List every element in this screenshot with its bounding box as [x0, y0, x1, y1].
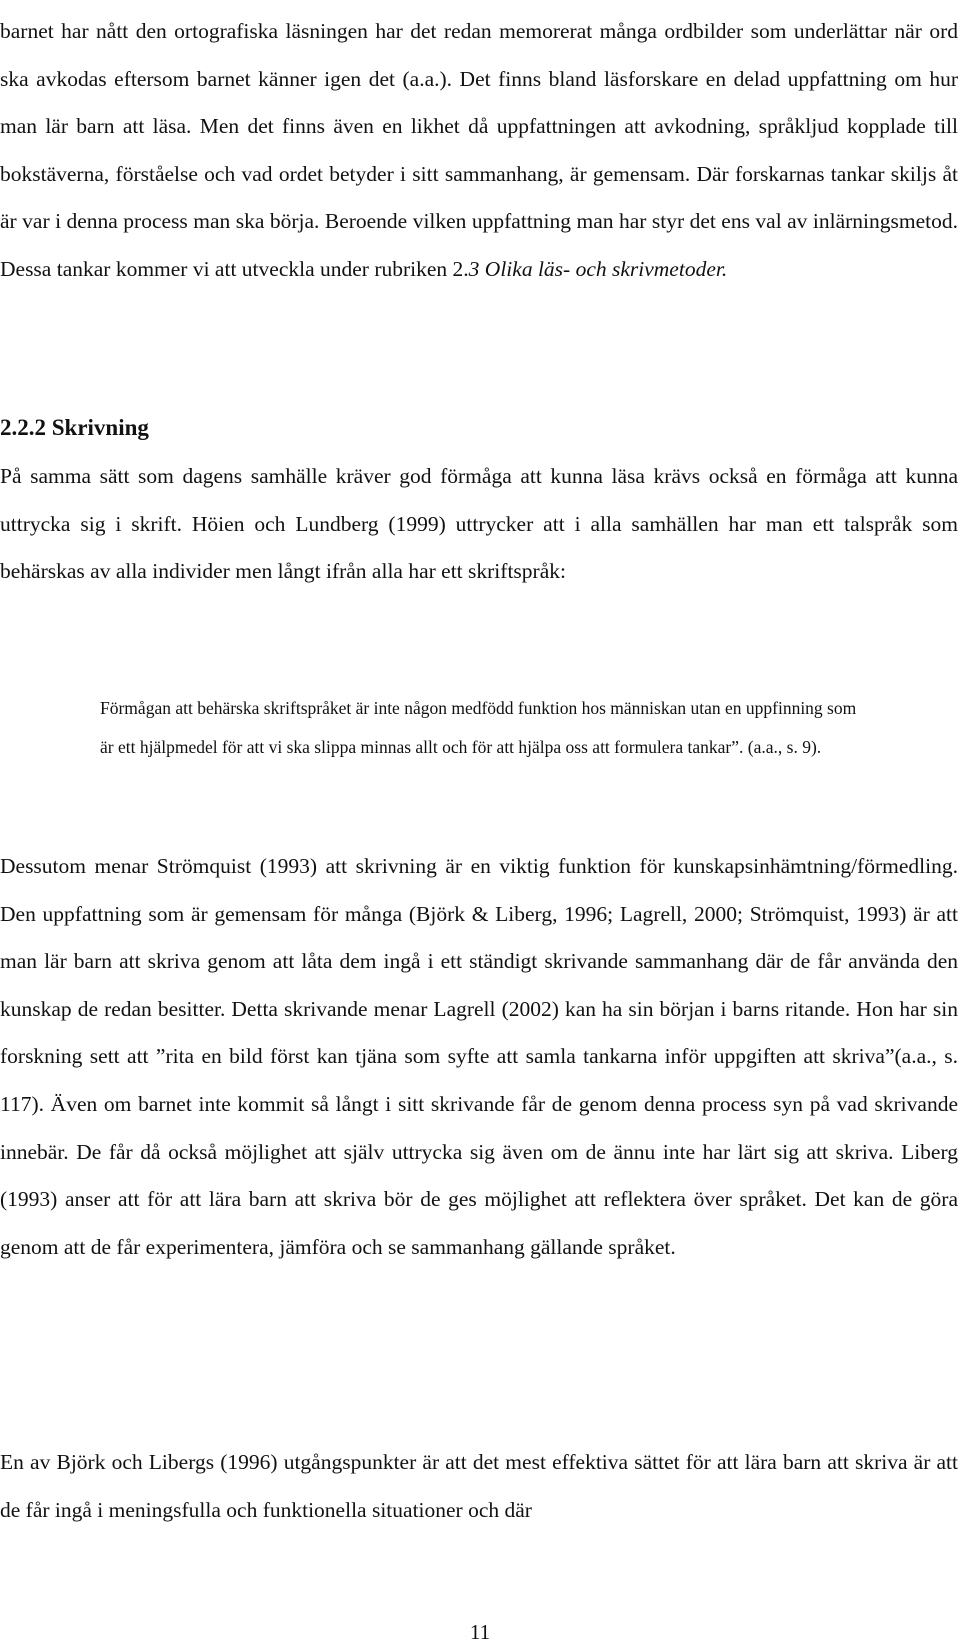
paragraph-text: barnet har nått den ortografiska läsningen har det redan memorerat många ordbilder som underlättar när ord ska avkodas eftersom barnet känner igen det (a.a.). Det finns bland läsforskare en delad uppfattning om hur man lär barn att läsa. Men det finns även en likhet då uppfattningen att avkodning, språkljud kopplade till bokstäverna, förståelse och vad ordet betyder i sitt sammanhang, är gemensam. Där forskarnas tankar skiljs åt är var i denna process man ska börja. Beroende vilken uppfattning man har styr det ens val av inlärningsmetod. Dessa tankar kommer vi att utveckla under rubriken 2. — [0, 19, 958, 281]
section-heading: 2.2.2 Skrivning — [0, 415, 149, 440]
paragraph-reading-methods — [0, 8, 958, 294]
page-number: 11 — [469, 1620, 491, 1644]
paragraph-writing-situations: En av Björk och Libergs (1996) utgångspunkter är att det mest effektiva sättet för att lära barn att skriva är att de får ingå i meningsfulla och funktionella situationer och där — [0, 1450, 958, 1522]
block-quote: Förmågan att behärska skriftspråket är inte någon medfödd funktion hos människan utan en uppfinning som är ett hjälpmedel för att vi ska slippa minnas allt och för att hjälpa oss att formulera tankar”. (a.a., s. 9). — [100, 698, 857, 757]
italic-section-reference: 3 Olika läs- och skrivmetoder. — [468, 256, 728, 281]
paragraph-writing-research: Dessutom menar Strömquist (1993) att skrivning är en viktig funktion för kunskapsinhämtning/förmedling. Den uppfattning som är gemensam för många (Björk & Liberg, 1996; Lagrell, 2000; Strömquist, 1993) är att man lär barn att skriva genom att låta dem ingå i ett ständigt skrivande sammanhang där de får använda den kunskap de redan besitter. Detta skrivande menar Lagrell (2002) kan ha sin början i barns ritande. Hon har sin forskning sett att ”rita en bild först kan tjäna som syfte att samla tankarna inför uppgiften att skriva”(a.a., s. 117). Även om barnet inte kommit så långt i sitt skrivande får de genom denna process syn på vad skrivande innebär. De får då också möjlighet att själv uttrycka sig även om de ännu inte har lärt sig att skriva. Liberg (1993) anser att för att lära barn att skriva bör de ges möjlighet att reflektera över språket. Det kan de göra genom att de får experimentera, jämföra och se sammanhang gällande språket. — [0, 854, 958, 1259]
paragraph-writing-intro: På samma sätt som dagens samhälle kräver god förmåga att kunna läsa krävs också en förmåga att kunna uttrycka sig i skrift. Höien och Lundberg (1999) uttrycker att i alla samhällen har man ett talspråk som behärskas av alla individer men långt ifrån alla har ett skriftspråk: — [0, 464, 958, 584]
